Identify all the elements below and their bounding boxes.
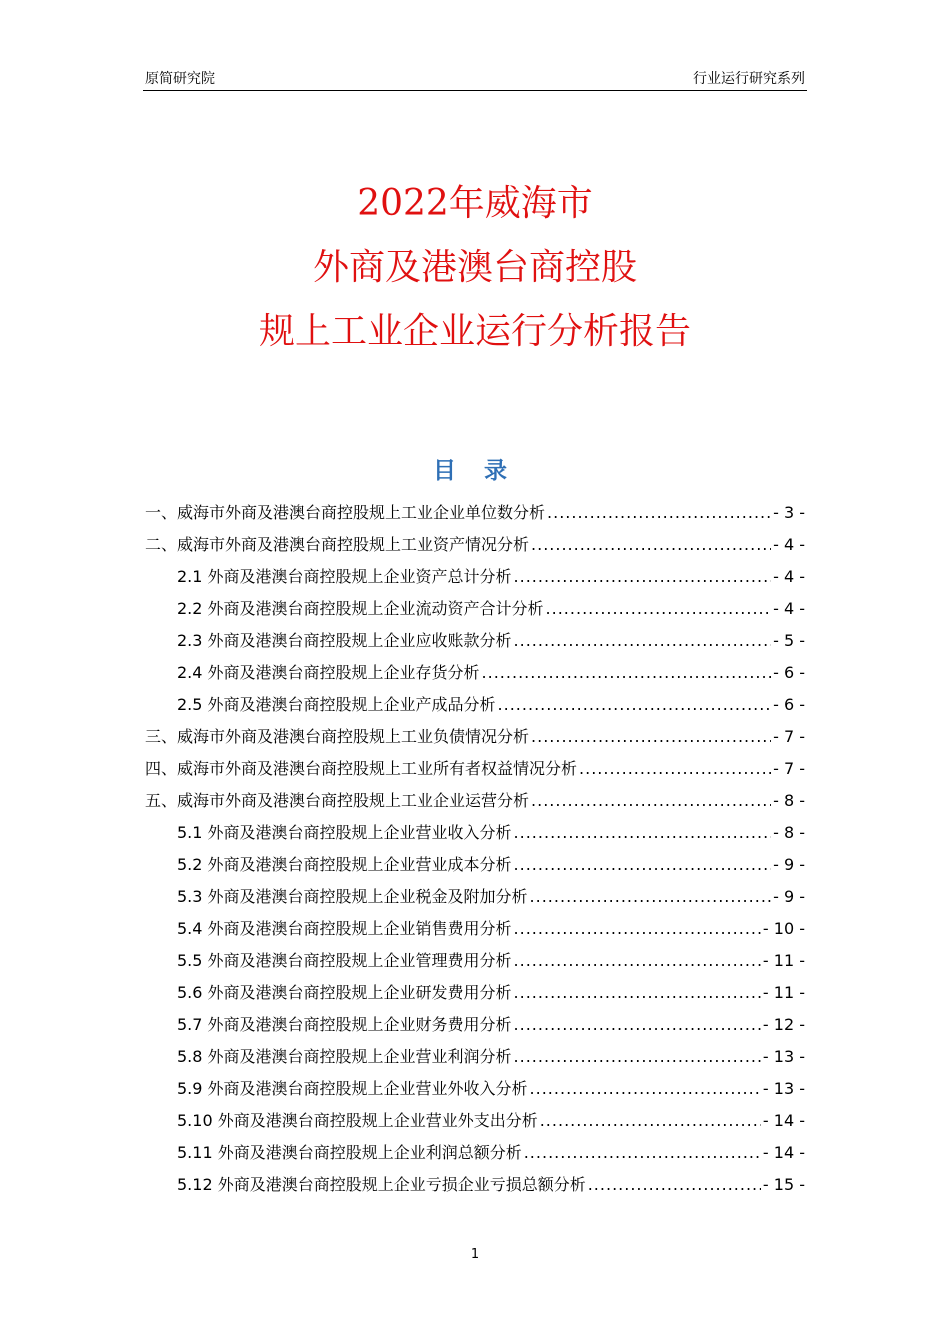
toc-entry[interactable] (145, 596, 805, 628)
toc-entry-label: 5.6 外商及港澳台商控股规上企业研发费用分析 (177, 983, 512, 1002)
toc-entry-page: - 6 - (773, 695, 805, 714)
report-title-line-3: 规上工业企业运行分析报告 (258, 311, 691, 352)
toc-entry-page: - 14 - (762, 1143, 805, 1162)
toc-entry[interactable] (145, 1140, 805, 1172)
toc-leader-dots (514, 631, 772, 650)
toc-leader-dots (514, 951, 761, 970)
toc-entry-label: 2.1 外商及港澳台商控股规上企业资产总计分析 (177, 567, 512, 586)
toc-entry-page: - 11 - (762, 983, 805, 1002)
toc-leader-dots (514, 1047, 761, 1066)
toc-entry-page: - 8 - (773, 791, 805, 810)
toc-entry-page: - 4 - (773, 599, 805, 618)
header-divider (143, 90, 807, 91)
toc-entry-page: - 4 - (773, 535, 805, 554)
toc-leader-dots (482, 663, 772, 682)
toc-entry[interactable] (145, 692, 805, 724)
header-series: 行业运行研究系列 (693, 71, 805, 87)
toc-entry-label: 2.4 外商及港澳台商控股规上企业存货分析 (177, 663, 480, 682)
toc-entry-page: - 14 - (762, 1111, 805, 1130)
toc-entry[interactable] (145, 916, 805, 948)
toc-entry-page: - 11 - (762, 951, 805, 970)
toc-entry-label: 五、威海市外商及港澳台商控股规上工业企业运营分析 (145, 791, 530, 810)
toc-entry-label: 5.12 外商及港澳台商控股规上企业亏损企业亏损总额分析 (177, 1175, 586, 1194)
table-of-contents (145, 500, 805, 1204)
toc-leader-dots (540, 1111, 761, 1130)
toc-entry[interactable] (145, 948, 805, 980)
toc-entry-page: - 6 - (773, 663, 805, 682)
toc-entry[interactable] (145, 1172, 805, 1204)
toc-leader-dots (530, 1079, 761, 1098)
toc-entry-label: 二、威海市外商及港澳台商控股规上工业资产情况分析 (145, 535, 530, 554)
toc-entry-label: 2.3 外商及港澳台商控股规上企业应收账款分析 (177, 631, 512, 650)
report-title-line-1: 2022年威海市 (357, 183, 593, 224)
report-title-line-2: 外商及港澳台商控股 (312, 247, 637, 288)
toc-entry-label: 5.1 外商及港澳台商控股规上企业营业收入分析 (177, 823, 512, 842)
toc-entry-label: 5.8 外商及港澳台商控股规上企业营业利润分析 (177, 1047, 512, 1066)
toc-entry-page: - 13 - (762, 1047, 805, 1066)
toc-leader-dots (547, 503, 771, 522)
toc-leader-dots (546, 599, 772, 618)
toc-entry-page: - 7 - (773, 759, 805, 778)
toc-entry[interactable] (145, 1044, 805, 1076)
header-organization: 原简研究院 (145, 71, 215, 87)
toc-entry[interactable] (145, 660, 805, 692)
toc-leader-dots (531, 535, 771, 554)
toc-entry[interactable] (145, 1012, 805, 1044)
toc-entry-page: - 9 - (773, 887, 805, 906)
toc-entry-page: - 13 - (762, 1079, 805, 1098)
toc-entry-label: 5.9 外商及港澳台商控股规上企业营业外收入分析 (177, 1079, 528, 1098)
toc-entry-page: - 10 - (762, 919, 805, 938)
toc-leader-dots (514, 823, 772, 842)
toc-entry[interactable] (145, 1076, 805, 1108)
toc-entry[interactable] (145, 820, 805, 852)
toc-entry[interactable] (145, 564, 805, 596)
toc-entry[interactable] (145, 724, 805, 756)
page-number: 1 (470, 1247, 480, 1262)
toc-entry[interactable] (145, 980, 805, 1012)
toc-leader-dots (531, 791, 771, 810)
toc-entry[interactable] (145, 852, 805, 884)
toc-entry[interactable] (145, 500, 805, 532)
toc-entry-page: - 3 - (773, 503, 805, 522)
toc-entry-label: 5.3 外商及港澳台商控股规上企业税金及附加分析 (177, 887, 528, 906)
toc-entry-label: 5.11 外商及港澳台商控股规上企业利润总额分析 (177, 1143, 522, 1162)
toc-entry-label: 5.10 外商及港澳台商控股规上企业营业外支出分析 (177, 1111, 538, 1130)
toc-entry-page: - 9 - (773, 855, 805, 874)
toc-entry-label: 一、威海市外商及港澳台商控股规上工业企业单位数分析 (145, 503, 546, 522)
toc-leader-dots (588, 1175, 761, 1194)
toc-entry-page: - 4 - (773, 567, 805, 586)
toc-entry-label: 2.5 外商及港澳台商控股规上企业产成品分析 (177, 695, 496, 714)
toc-entry-label: 四、威海市外商及港澳台商控股规上工业所有者权益情况分析 (145, 759, 578, 778)
toc-entry[interactable] (145, 628, 805, 660)
toc-entry[interactable] (145, 1108, 805, 1140)
toc-entry-page: - 15 - (762, 1175, 805, 1194)
toc-heading: 目 录 (432, 458, 517, 484)
toc-entry-label: 5.5 外商及港澳台商控股规上企业管理费用分析 (177, 951, 512, 970)
toc-entry[interactable] (145, 788, 805, 820)
toc-entry-label: 5.7 外商及港澳台商控股规上企业财务费用分析 (177, 1015, 512, 1034)
toc-entry-label: 2.2 外商及港澳台商控股规上企业流动资产合计分析 (177, 599, 544, 618)
toc-leader-dots (514, 567, 772, 586)
toc-entry-label: 三、威海市外商及港澳台商控股规上工业负债情况分析 (145, 727, 530, 746)
toc-leader-dots (514, 855, 772, 874)
toc-entry[interactable] (145, 756, 805, 788)
toc-entry-page: - 12 - (762, 1015, 805, 1034)
toc-leader-dots (514, 919, 761, 938)
toc-entry-label: 5.4 外商及港澳台商控股规上企业销售费用分析 (177, 919, 512, 938)
toc-entry-page: - 8 - (773, 823, 805, 842)
toc-leader-dots (498, 695, 772, 714)
toc-entry[interactable] (145, 884, 805, 916)
toc-leader-dots (514, 983, 761, 1002)
toc-leader-dots (514, 1015, 761, 1034)
toc-entry-label: 5.2 外商及港澳台商控股规上企业营业成本分析 (177, 855, 512, 874)
toc-leader-dots (531, 727, 771, 746)
toc-entry[interactable] (145, 532, 805, 564)
toc-leader-dots (579, 759, 771, 778)
toc-entry-page: - 5 - (773, 631, 805, 650)
toc-entry-page: - 7 - (773, 727, 805, 746)
toc-leader-dots (524, 1143, 761, 1162)
toc-leader-dots (530, 887, 772, 906)
